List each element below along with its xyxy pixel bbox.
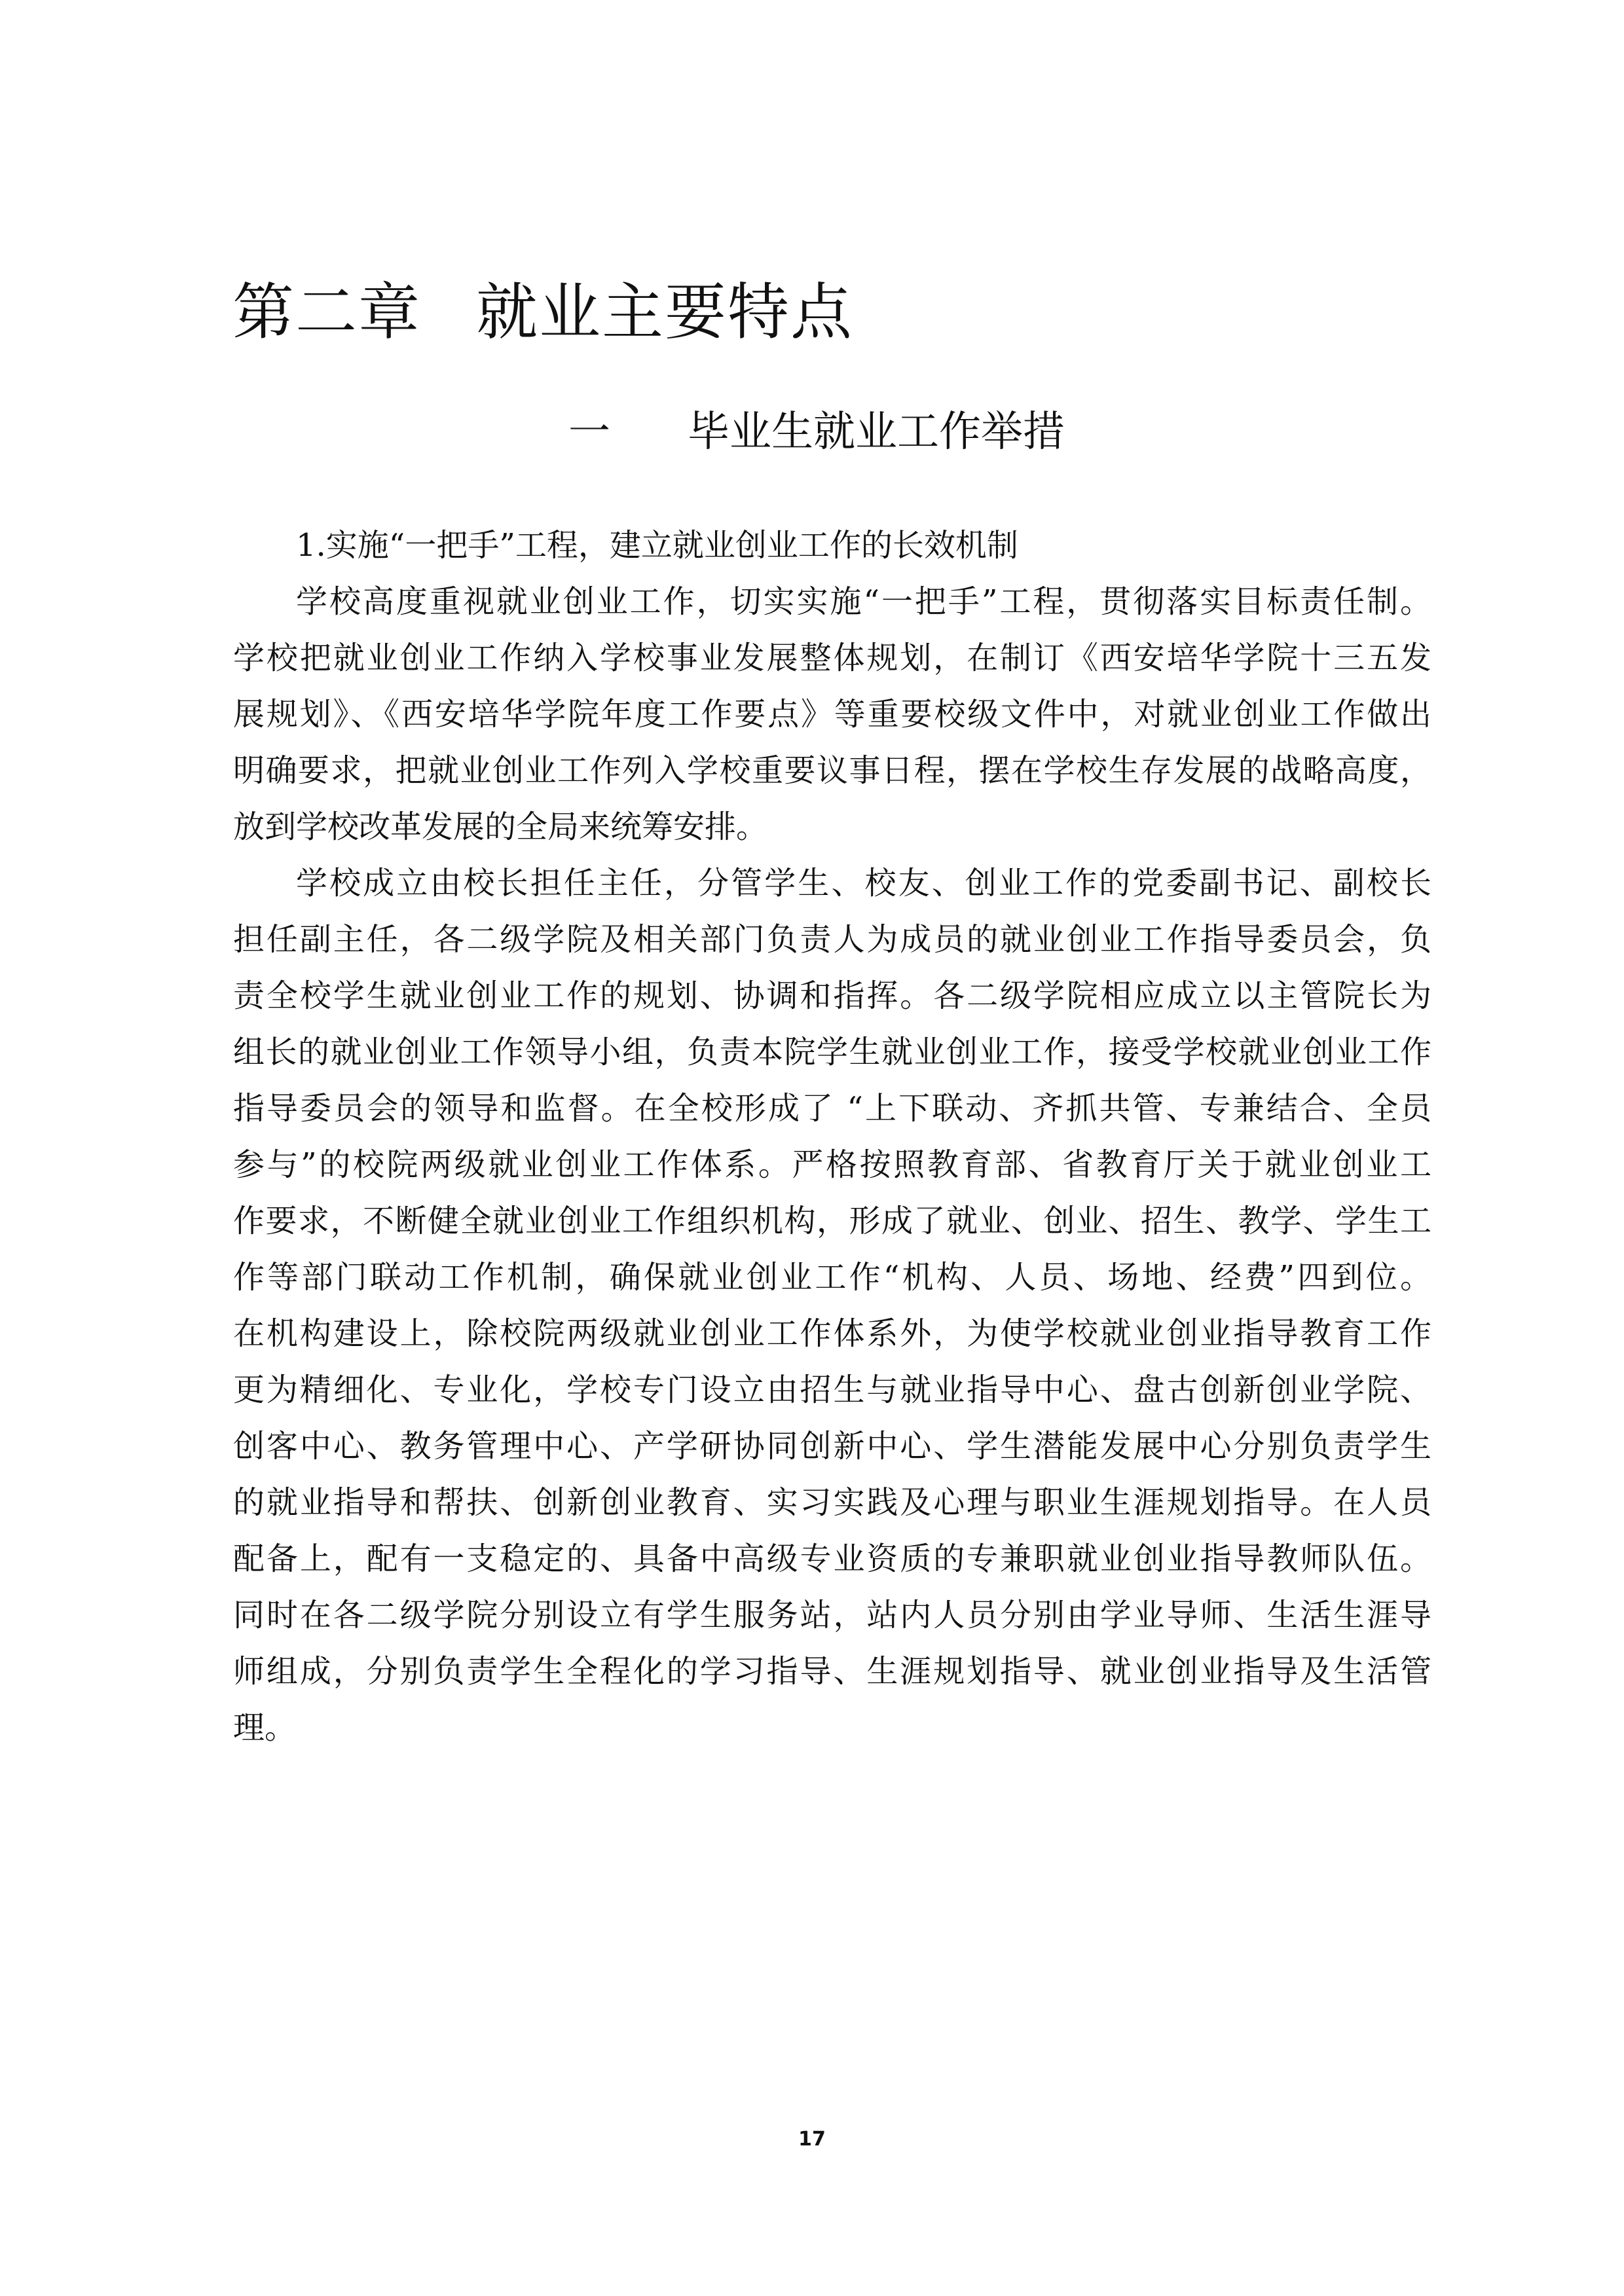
paragraph-line: 参与”的校院两级就业创业工作体系。严格按照教育部、省教育厅关于就业创业工 [233,1146,1431,1183]
paragraph-line: 的就业指导和帮扶、创新创业教育、实习实践及心理与职业生涯规划指导。在人员 [233,1484,1431,1521]
paragraph-line: 指导委员会的领导和监督。在全校形成了 “上下联动、齐抓共管、专兼结合、全员 [233,1090,1431,1127]
paragraph-line: 师组成，分别负责学生全程化的学习指导、生涯规划指导、就业创业指导及生活管 [233,1653,1431,1690]
paragraph-line: 责全校学生就业创业工作的规划、协调和指挥。各二级学院相应成立以主管院长为 [233,977,1431,1014]
chapter-title [232,274,853,352]
section-number: 一 [568,408,610,456]
section-name: 毕业生就业工作举措 [688,408,1065,456]
paragraph-line: 展规划》、《西安培华学院年度工作要点》等重要校级文件中，对就业创业工作做出 [233,696,1431,733]
paragraph-line: 作等部门联动工作机制，确保就业创业工作“机构、人员、场地、经费”四到位。 [233,1259,1431,1296]
chapter-name: 就业主要特点 [476,277,854,348]
paragraph-line: 放到学校改革发展的全局来统筹安排。 [233,809,768,845]
paragraph-line: 学校成立由校长担任主任，分管学生、校友、创业工作的党委副书记、副校长 [296,865,1431,902]
chapter-number: 第二章 [232,277,422,348]
paragraph-line: 学校高度重视就业创业工作，切实实施“一把手”工程，贯彻落实目标责任制。 [296,583,1431,620]
page-number: 17 [798,2128,826,2151]
paragraph-line: 组长的就业创业工作领导小组，负责本院学生就业创业工作，接受学校就业创业工作 [233,1034,1431,1070]
paragraph-line: 创客中心、教务管理中心、产学研协同创新中心、学生潜能发展中心分别负责学生 [233,1428,1431,1465]
paragraph-line: 在机构建设上，除校院两级就业创业工作体系外，为使学校就业创业指导教育工作 [233,1315,1431,1352]
paragraph-line: 理。 [233,1709,297,1746]
paragraph-line: 作要求，不断健全就业创业工作组织机构，形成了就业、创业、招生、教学、学生工 [233,1203,1431,1239]
subheading: 1.实施“一把手”工程，建立就业创业工作的长效机制 [296,527,1018,564]
paragraph-line: 同时在各二级学院分别设立有学生服务站，站内人员分别由学业导师、生活生涯导 [233,1597,1431,1633]
paragraph-line: 配备上，配有一支稳定的、具备中高级专业资质的专兼职就业创业指导教师队伍。 [233,1540,1431,1577]
paragraph-line: 担任副主任，各二级学院及相关部门负责人为成员的就业创业工作指导委员会，负 [233,921,1431,958]
paragraph-line: 学校把就业创业工作纳入学校事业发展整体规划，在制订《西安培华学院十三五发 [233,640,1431,676]
section-title [568,405,1065,460]
paragraph-line: 更为精细化、专业化，学校专门设立由招生与就业指导中心、盘古创新创业学院、 [233,1372,1431,1408]
body-text [233,517,1431,1756]
paragraph-line: 明确要求，把就业创业工作列入学校重要议事日程，摆在学校生存发展的战略高度， [233,752,1431,789]
